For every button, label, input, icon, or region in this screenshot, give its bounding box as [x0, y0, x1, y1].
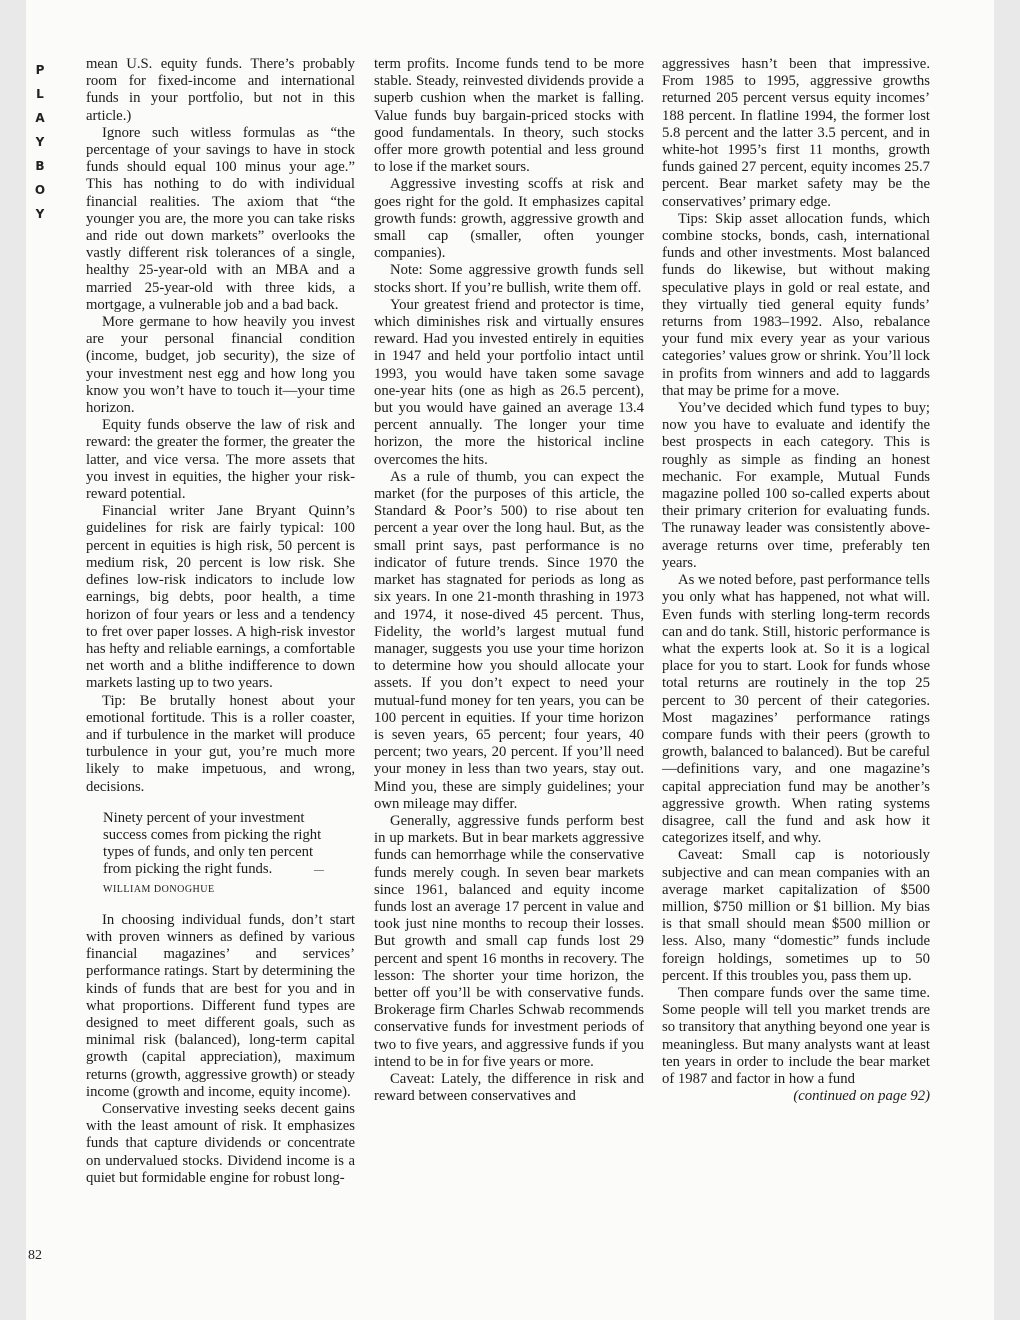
paragraph: Tips: Skip asset allocation funds, which combine stocks, bonds, cash, international funds and other investments. Most balanced funds do likewise, but without making speculative plays in gold or real estate, and they virtually tied general equity funds’ returns from 1983–1992. Also, rebalance your fund mix every year as your various categories’ values grow or shrink. You’ll lock in profits from winners and add to laggards that may be prime for a move.: [662, 210, 930, 399]
paragraph: Financial writer Jane Bryant Quinn’s guidelines for risk are fairly typical: 100 percent in equities is high risk, 50 percent is medium risk, 20 percent is low risk. She defines low-risk indicators to include low earnings, big debts, poor health, a time horizon of four years or less and a tendency to fret over paper losses. A high-risk investor has hefty and reliable earnings, a comfortable net worth and a blithe indifference to down markets lasting up to two years.: [86, 503, 355, 692]
running-head: [33, 58, 47, 226]
page-number: 82: [28, 1248, 42, 1263]
paragraph: As we noted before, past performance tells you only what has happened, not what will. Even funds with sterling long-term records can and do tank. Still, historic performance is what the experts look at. So it is a logical place for you to start. Look for funds whose total returns are routinely in the top 25 percent to 30 percent of their categories. Most magazines’ performance ratings compare funds with their peers (growth to growth, balanced to balanced). But be careful—definitions vary, and one magazine’s capital appreciation fund may be another’s aggressive growth. When rating systems disagree, call the fund and ask how it categorizes itself, and why.: [662, 572, 930, 847]
paragraph: Note: Some aggressive growth funds sell stocks short. If you’re bullish, write them off.: [374, 262, 644, 296]
paragraph: aggressives hasn’t been that impressive. From 1985 to 1995, aggressive growths returned 205 percent versus equity incomes’ 188 percent. In flatline 1994, the former lost 5.8 percent and the latter 3.5 percent, and in white-hot 1995’s first 11 months, growth funds gained 27 percent, equity incomes 25.7 percent. Bear market safety may be the conservatives’ primary edge.: [662, 56, 930, 210]
column-2: [374, 56, 644, 1105]
running-head-letter: P: [35, 63, 45, 77]
running-head-letter: O: [34, 183, 46, 197]
running-head-letter: A: [35, 111, 45, 125]
paragraph: Caveat: Small cap is notoriously subjective and can mean companies with an average market capitalization of $500 million, $750 million or $1 billion. My bias is that small should mean $500 million or less. Also, many “domestic” funds include foreign holdings, sometimes up to 50 percent. If this troubles you, pass them up.: [662, 847, 930, 984]
paragraph: You’ve decided which fund types to buy; now you have to evaluate and identify the best prospects in each category. This is roughly as simple as finding an honest mechanic. For example, Mutual Funds magazine polled 100 so-called experts about their primary criterion for evaluating funds. The runaway leader was consistently above-average returns over time, preferably ten years.: [662, 400, 930, 571]
paragraph: Tip: Be brutally honest about your emotional fortitude. This is a roller coaster, and if turbulence in the market will produce turbulence in your gut, you’re much more likely to make impetuous, and wrong, decisions.: [86, 692, 355, 795]
paragraph: Your greatest friend and protector is time, which diminishes risk and virtually ensures reward. Had you invested entirely in equities in 1947 and held your portfolio intact until 1993, you would have taken some savage one-year hits (one as high as 26.5 percent), but you would have gained an average 13.4 percent annually. The longer your time horizon, the more the historical incline overcomes the hits.: [374, 296, 644, 468]
continued-line: (continued on page 92): [793, 1088, 930, 1105]
column-3: [662, 56, 930, 1105]
paragraph: Then compare funds over the same time. Some people will tell you market trends are so transitory that anything beyond one year is meaningless. But many analysts want at least ten years in order to include the bear market of 1987 and factor in how a fund: [662, 984, 930, 1087]
paragraph: Generally, aggressive funds perform best in up markets. But in bear markets aggressive funds can hemorrhage while the conservative funds merely cough. In seven bear markets since 1961, balanced and equity income funds lost an average 17 percent in value and took just nine months to recoup their losses. But growth and small cap funds lost 29 percent and spent 16 months in recovery. The lesson: The shorter your time horizon, the better off you’ll be with conservative funds. Brokerage firm Charles Schwab recommends conservative funds for investment periods of two to five years, and aggressive funds if you intend to be in for five years or more.: [374, 812, 644, 1070]
paragraph: Caveat: Lately, the difference in risk and reward between conservatives and: [374, 1070, 644, 1105]
running-head-letter: Y: [35, 135, 45, 149]
paragraph: Ignore such witless formulas as “the percentage of your savings to have in stock funds should equal 100 minus your age.” This has nothing to do with individual financial realities. The axiom that “the younger you are, the more you can take risks and ride out down markets” overlooks the vastly different risk tolerances of a single, healthy 25-year-old with an MBA and a married 25-year-old with three kids, a mortgage, a vulnerable job and a bad back.: [86, 124, 355, 313]
paragraph: Equity funds observe the law of risk and reward: the greater the former, the greater the latter, and vice versa. The more assets that you invest in equities, the higher your risk-reward potential.: [86, 417, 355, 503]
column-1: [86, 56, 355, 1187]
paragraph: mean U.S. equity funds. There’s probably room for fixed-income and international funds in your portfolio, but not in this article.): [86, 56, 355, 124]
paragraph: In choosing individual funds, don’t start with proven winners as defined by various financial magazines’ and services’ performance ratings. Start by determining the kinds of funds that are best for you and in what proportions. Different fund types are designed to meet different goals, such as minimal risk (balanced), long-term capital growth (capital appreciation), maximum returns (growth, aggressive growth) or steady income (growth and income, equity income).: [86, 911, 355, 1100]
paragraph: More germane to how heavily you invest are your personal financial condition (income, budget, job security), the size of your investment nest egg and how long you know you won’t have to touch it—your time horizon.: [86, 314, 355, 417]
pull-quote: [103, 810, 341, 898]
paragraph: Aggressive investing scoffs at risk and goes right for the gold. It emphasizes capital growth funds: growth, aggressive growth and small cap (smaller, often younger companies).: [374, 176, 644, 262]
paragraph: Conservative investing seeks decent gains with the least amount of risk. It emphasizes funds that capture dividends or concentrate on undervalued stocks. Dividend income is a quiet but formidable engine for robust long-: [86, 1100, 355, 1186]
running-head-letter: B: [35, 159, 45, 173]
running-head-letter: L: [36, 87, 44, 101]
running-head-letter: Y: [35, 207, 45, 221]
paragraph: As a rule of thumb, you can expect the market (for the purposes of this article, the Standard & Poor’s 500) to rise about ten percent a year over the long haul. But, as the small print says, past performance is no indicator of future trends. Since 1970 the market has stagnated for periods as long as six years. In one 21-month thrashing in 1973 and 1974, it nose-dived 45 percent. Thus, Fidelity, the world’s largest mutual fund manager, suggests you use your time horizon to determine how you should allocate your assets. If you don’t expect to need your mutual-fund money for ten years, you can be 100 percent in equities. If your time horizon is seven years, 65 percent; four years, 40 percent; two years, 20 percent. If you’ll need your money in less than two years, stay out. Mind you, these are simply guidelines; your own mileage may differ.: [374, 468, 644, 812]
pull-quote-attribution: —WILLIAM DONOGHUE: [103, 865, 325, 895]
pull-quote-text: Ninety percent of your investment success comes from picking the right types of funds, and only ten percent from picking the right funds.: [103, 809, 322, 878]
paragraph: term profits. Income funds tend to be more stable. Steady, reinvested dividends provide a superb cushion when the market is falling. Value funds buy bargain-priced stocks with good fundamentals. In theory, such stocks offer more growth potential and less ground to lose if the market sours.: [374, 56, 644, 176]
